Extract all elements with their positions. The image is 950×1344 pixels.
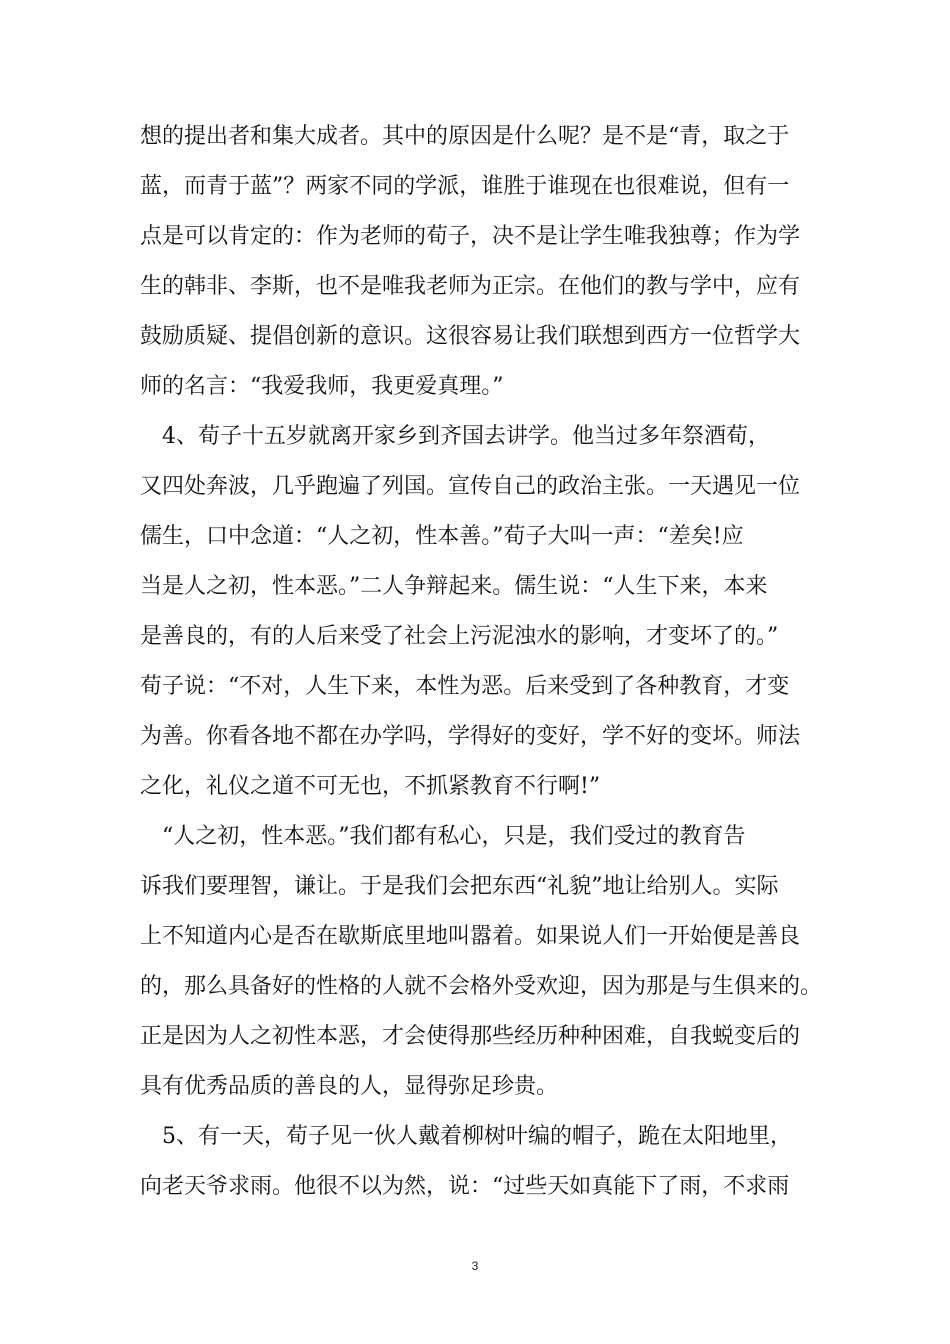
text-line: 当是人之初，性本恶。”二人争辩起来。儒生说：“人生下来，本来 [140, 574, 768, 599]
text-line: 师的名言：“我爱我师，我更爱真理。” [140, 374, 504, 399]
page-number: 3 [471, 1259, 479, 1273]
text-line: 5、有一天，荀子见一伙人戴着柳树叶编的帽子，跪在太阳地里， [140, 1124, 792, 1149]
text-line: 鼓励质疑、提倡创新的意识。这很容易让我们联想到西方一位哲学大 [140, 324, 801, 349]
text-line: 又四处奔波，几乎跑遍了列国。宣传自己的政治主张。一天遇见一位 [140, 474, 801, 499]
text-line: 是善良的，有的人后来受了社会上污泥浊水的影响，才变坏了的。” [140, 624, 779, 649]
text-line: 向老天爷求雨。他很不以为然，说：“过些天如真能下了雨，不求雨 [140, 1174, 790, 1199]
text-line: 为善。你看各地不都在办学吗，学得好的变好，学不好的变坏。师法 [140, 724, 801, 749]
text-line: 的，那么具备好的性格的人就不会格外受欢迎，因为那是与生俱来的。 [140, 974, 823, 999]
text-line: 之化，礼仪之道不可无也，不抓紧教育不行啊!” [140, 774, 601, 799]
text-line: 荀子说：“不对，人生下来，本性为恶。后来受到了各种教育，才变 [140, 674, 790, 699]
text-line: 生的韩非、李斯，也不是唯我老师为正宗。在他们的教与学中，应有 [140, 274, 801, 299]
text-line: 诉我们要理智，谦让。于是我们会把东西“礼貌”地让给别人。实际 [140, 874, 779, 899]
text-line: 儒生，口中念道：“人之初，性本善。”荀子大叫一声：“差矣!应 [140, 524, 744, 549]
text-line: 蓝，而青于蓝”？两家不同的学派，谁胜于谁现在也很难说，但有一 [140, 174, 790, 199]
text-line: 4、荀子十五岁就离开家乡到齐国去讲学。他当过多年祭酒荀， [140, 424, 770, 449]
text-line: 正是因为人之初性本恶，才会使得那些经历种种困难，自我蜕变后的 [140, 1024, 801, 1049]
text-line: 点是可以肯定的：作为老师的荀子，决不是让学生唯我独尊；作为学 [140, 224, 801, 249]
text-line: 上不知道内心是否在歇斯底里地叫嚣着。如果说人们一开始便是善良 [140, 924, 801, 949]
text-line: “人之初，性本恶。”我们都有私心，只是，我们受过的教育告 [140, 824, 746, 849]
text-line: 具有优秀品质的善良的人，显得弥足珍贵。 [140, 1074, 559, 1099]
text-line: 想的提出者和集大成者。其中的原因是什么呢？是不是“青，取之于 [140, 124, 790, 149]
